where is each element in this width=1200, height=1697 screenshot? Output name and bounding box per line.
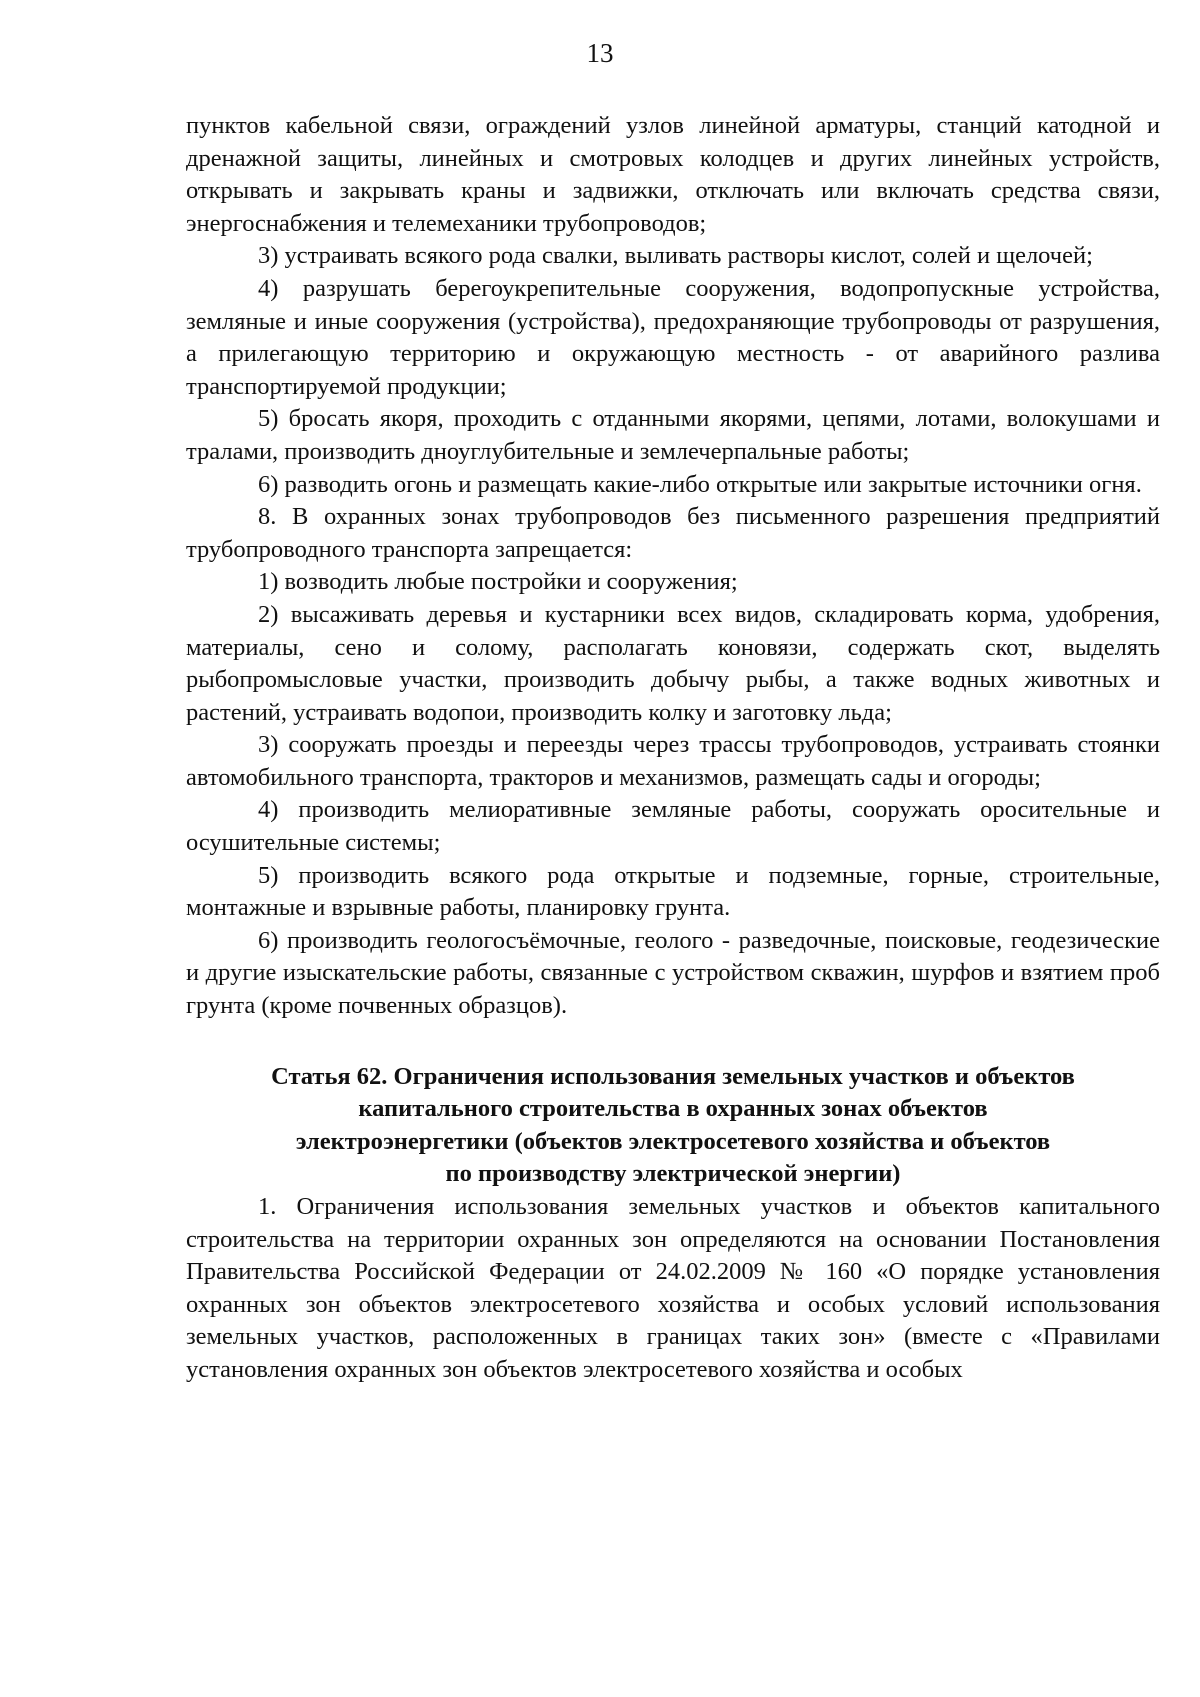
heading-line: капитального строительства в охранных зонах объектов <box>358 1095 988 1123</box>
clause-8-item-3: 3) сооружать проезды и переезды через трассы трубопроводов, устраивать стоянки автомобильного транспорта, тракторов и механизмов, размещать сады и огороды; <box>186 731 1160 791</box>
heading-line: по производству электрической энергии) <box>445 1160 901 1188</box>
clause-8-item-1: 1) возводить любые постройки и сооружения; <box>258 568 738 596</box>
clause-8: 8. В охранных зонах трубопроводов без письменного разрешения предприятий трубопроводного транспорта запрещается: <box>186 503 1160 563</box>
list-item-6: 6) разводить огонь и размещать какие-либо открытые или закрытые источники огня. <box>258 470 1142 498</box>
clause-8-item-6: 6) производить геологосъёмочные, геолого - разведочные, поисковые, геодезические и другие изыскательские работы, связанные с устройством скважин, шурфов и взятием проб грунта (кроме почвенных образцов). <box>186 926 1160 1020</box>
heading-line: Статья 62. Ограничения использования земельных участков и объектов <box>271 1062 1075 1090</box>
document-body <box>186 110 1160 1387</box>
clause-8-item-2: 2) высаживать деревья и кустарники всех видов, складировать корма, удобрения, материалы, сено и солому, располагать коновязи, содержать скот, выделять рыбопромысловые участки, производить добычу рыбы, а также водных животных и растений, устраивать водопои, производить колку и заготовку льда; <box>186 600 1160 726</box>
article-62-clause-1: 1. Ограничения использования земельных участков и объектов капитального строительства на территории охранных зон определяются на основании Постановления Правительства Российской Федерации от 24.02.2009 № 160 «О порядке установления охранных зон объектов электросетевого хозяйства и особых условий использования земельных участков, расположенных в границах таких зон» (вместе с «Правилами установления охранных зон объектов электросетевого хозяйства и особых <box>186 1193 1160 1383</box>
list-item-4: 4) разрушать берегоукрепительные сооружения, водопропускные устройства, земляные и иные сооружения (устройства), предохраняющие трубопроводы от разрушения, а прилегающую территорию и окружающую местность - от аварийного разлива транспортируемой продукции; <box>186 274 1160 400</box>
clause-8-item-5: 5) производить всякого рода открытые и подземные, горные, строительные, монтажные и взрывные работы, планировку грунта. <box>186 861 1160 922</box>
page-number: 13 <box>586 38 614 68</box>
heading-line: электроэнергетики (объектов электросетевого хозяйства и объектов <box>295 1127 1051 1155</box>
list-item-5: 5) бросать якоря, проходить с отданными якорями, цепями, лотами, волокушами и тралами, производить дноуглубительные и землечерпальные работы; <box>186 405 1160 465</box>
paragraph-continuation: пунктов кабельной связи, ограждений узлов линейной арматуры, станций катодной и дренажной защиты, линейных и смотровых колодцев и других линейных устройств, открывать и закрывать краны и задвижки, отключать или включать средства связи, энергоснабжения и телемеханики трубопроводов; <box>186 112 1160 237</box>
clause-8-item-4: 4) производить мелиоративные земляные работы, сооружать оросительные и осушительные системы; <box>186 796 1160 857</box>
list-item-3: 3) устраивать всякого рода свалки, выливать растворы кислот, солей и щелочей; <box>258 242 1093 270</box>
article-62-heading <box>186 1061 1160 1191</box>
